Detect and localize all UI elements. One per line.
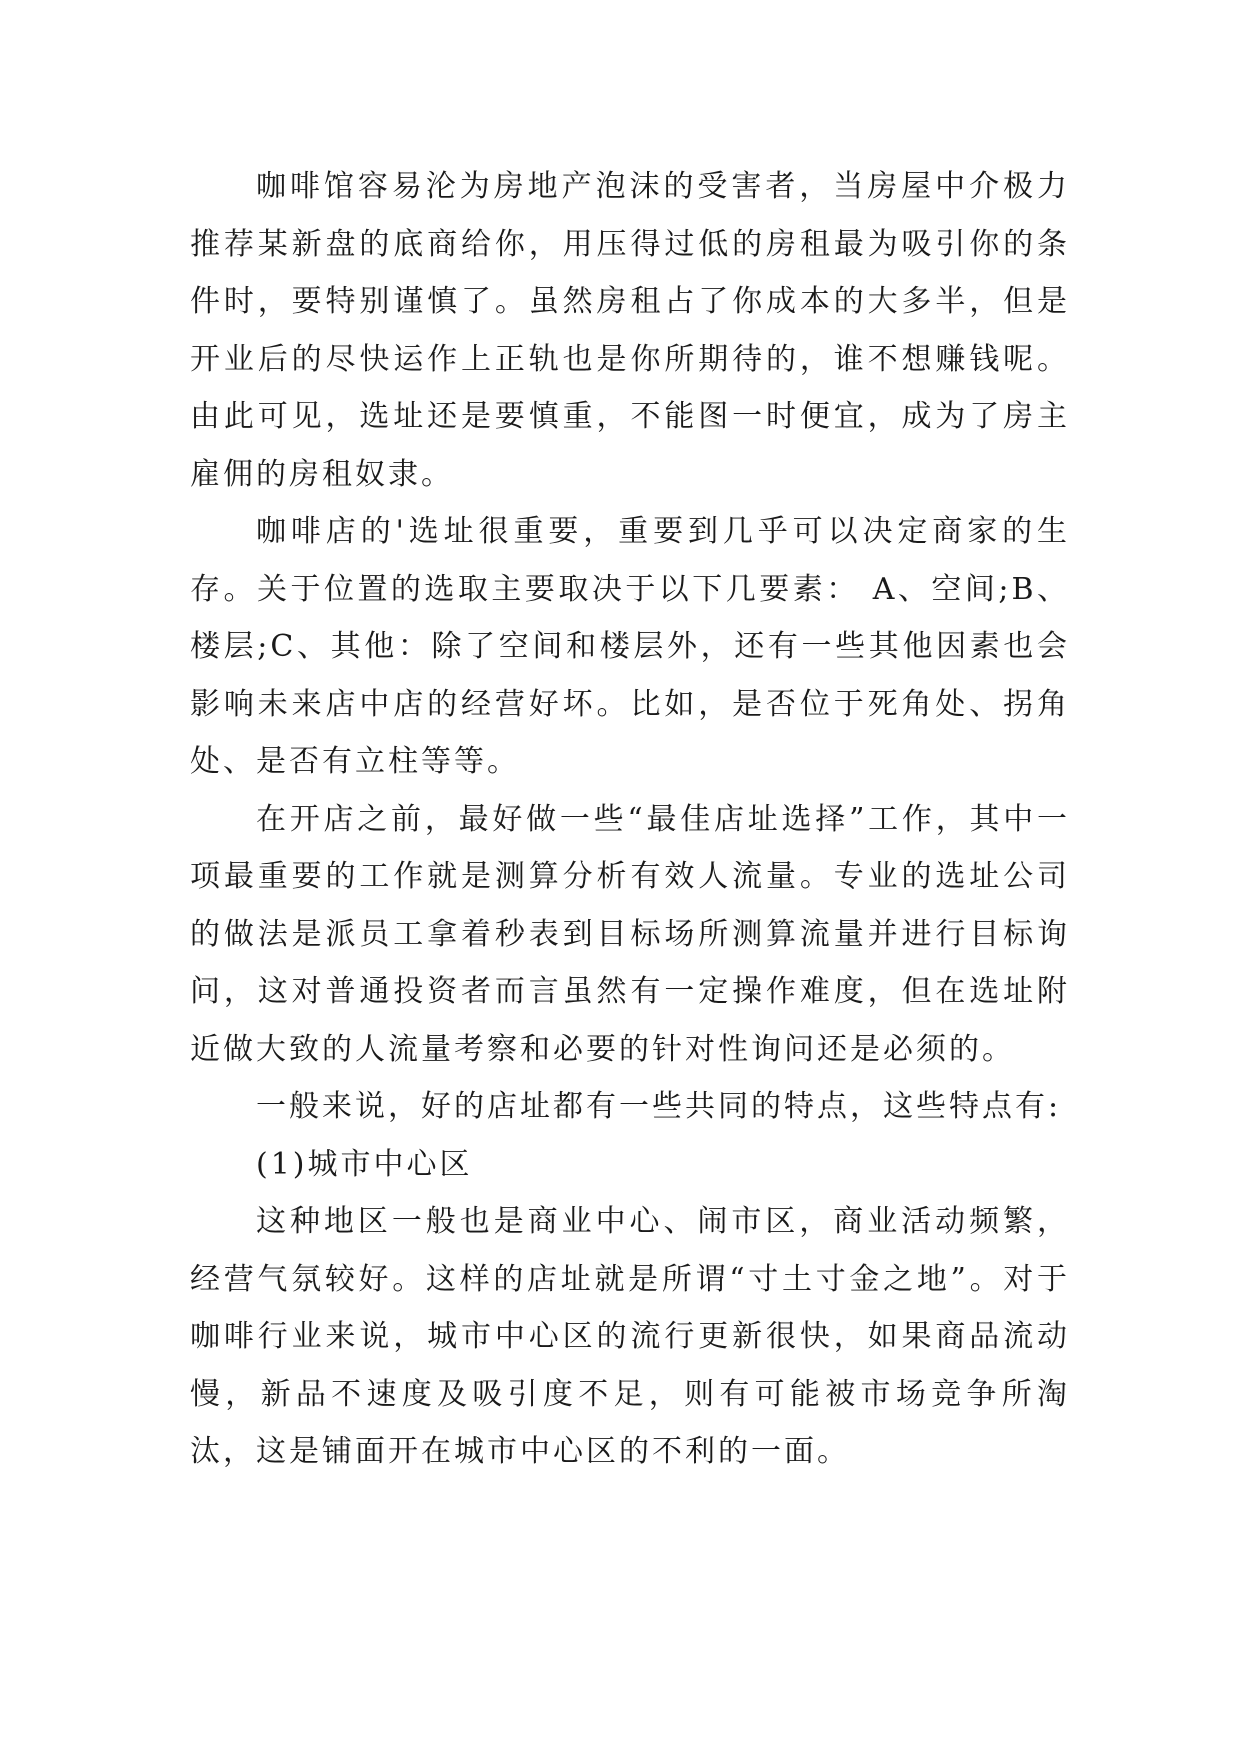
paragraph-4: 一般来说，好的店址都有一些共同的特点，这些特点有:	[256, 1089, 1062, 1124]
section-heading: (1)城市中心区	[256, 1146, 473, 1182]
paragraph-1: 咖啡馆容易沦为房地产泡沫的受害者，当房屋中介极力推荐某新盘的底商给你，用压得过低的房租最为吸引你的条件时，要特别谨慎了。虽然房租占了你成本的大多半，但是开业后的尽快运作上正轨也是你所期待的，谁不想赚钱呢。由此可见，选址还是要慎重，不能图一时便宜，成为了房主雇佣的房租奴隶。	[190, 169, 1070, 492]
paragraph-2: 咖啡店的'选址很重要，重要到几乎可以决定商家的生存。关于位置的选取主要取决于以下几要素： A、空间;B、楼层;C、其他：除了空间和楼层外，还有一些其他因素也会影响未来店中店的经营好坏。比如，是否位于死角处、拐角处、是否有立柱等等。	[190, 514, 1070, 779]
paragraph-5: 这种地区一般也是商业中心、闹市区，商业活动频繁，经营气氛较好。这样的店址就是所谓“寸土寸金之地”。对于咖啡行业来说，城市中心区的流行更新很快，如果商品流动慢，新品不速度及吸引度不足，则有可能被市场竞争所淘汰，这是铺面开在城市中心区的不利的一面。	[190, 1204, 1070, 1469]
paragraph-3: 在开店之前，最好做一些“最佳店址选择”工作，其中一项最重要的工作就是测算分析有效人流量。专业的选址公司的做法是派员工拿着秒表到目标场所测算流量并进行目标询问，这对普通投资者而言虽然有一定操作难度，但在选址附近做大致的人流量考察和必要的针对性询问还是必须的。	[190, 801, 1070, 1067]
document-body	[190, 158, 1070, 1481]
